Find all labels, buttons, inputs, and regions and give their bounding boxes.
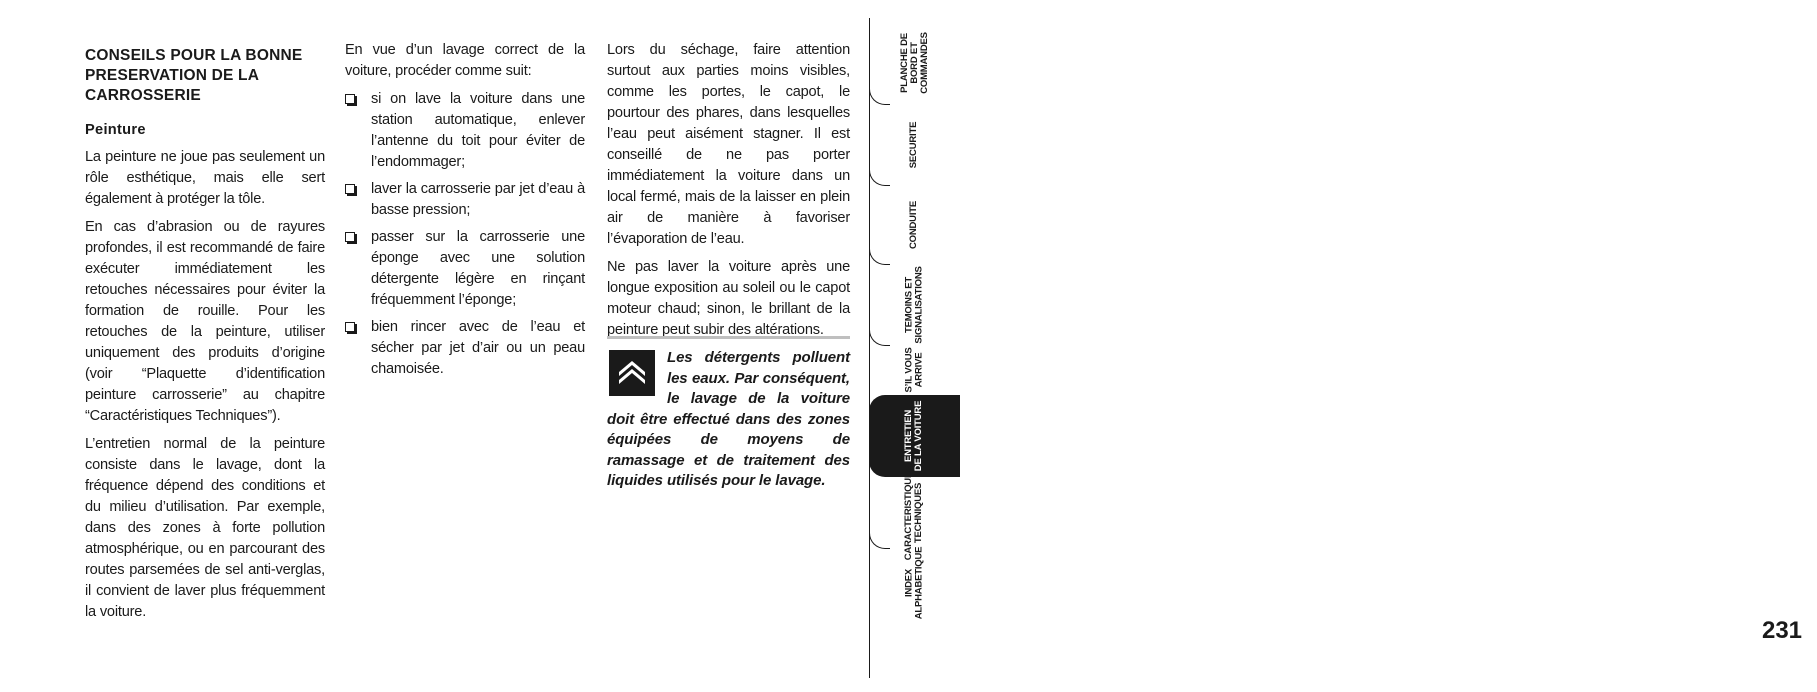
environment-notice bbox=[607, 336, 850, 492]
list-item bbox=[345, 227, 585, 311]
chapter-tabs bbox=[869, 0, 1803, 692]
list-item-text: si on lave la voiture dans une station automatique, enlever l’antenne du toit pour éviter de l’endommager; bbox=[371, 91, 585, 170]
environment-chevron-icon bbox=[609, 350, 655, 396]
list-item bbox=[345, 89, 585, 173]
wash-steps-list bbox=[345, 89, 585, 380]
tab-temoins[interactable]: TEMOINS ET SIGNALISATIONS bbox=[869, 265, 960, 345]
tab-planche-de-bord[interactable]: PLANCHE DE BORD ET COMMANDES bbox=[869, 22, 960, 104]
paragraph: Ne pas laver la voiture après une longue exposition au soleil ou le capot moteur chaud; sinon, le brillant de la peinture peut subir des altérations. bbox=[607, 259, 850, 338]
subhead-peinture: Peinture bbox=[85, 122, 146, 138]
list-item-text: bien rincer avec de l’eau et sécher par jet d’air ou un peau chamoisée. bbox=[371, 319, 585, 377]
checkbox-bullet-icon bbox=[345, 322, 355, 332]
list-item-text: laver la carrosserie par jet d’eau à basse pression; bbox=[371, 181, 585, 218]
notice-text: Les détergents polluent les eaux. Par conséquent, le lavage de la voiture doit être effectué dans des zones équipées de moyens de ramassage et de traitement des liquides utilisés pour le lavage. bbox=[607, 349, 850, 489]
tab-caracteristiques[interactable]: CARACTERISTIQUES TECHNIQUES bbox=[869, 478, 960, 548]
checkbox-bullet-icon bbox=[345, 94, 355, 104]
tab-index[interactable]: INDEX ALPHABETIQUE bbox=[903, 546, 925, 620]
page-number: 231 bbox=[1761, 617, 1803, 644]
tab-sil-vous-arrive[interactable]: S’IL VOUS ARRIVE bbox=[903, 347, 925, 393]
list-item-text: passer sur la carrosserie une éponge avec une solution détergente légère en rinçant fréquemment l’éponge; bbox=[371, 229, 585, 308]
paragraph: L’entretien normal de la peinture consiste dans le lavage, dont la fréquence dépend des conditions et du milieu d’utilisation. Par exemple, dans des zones à forte pollution atmosphérique, ou en parcourant des routes parsemées de sel anti-verglas, il convient de laver plus fréquemment la voiture. bbox=[85, 436, 325, 620]
tab-securite[interactable]: SECURITE bbox=[869, 105, 960, 185]
section-title: CONSEILS POUR LA BONNE PRESERVATION DE LA CARROSSERIE bbox=[85, 47, 303, 104]
list-item bbox=[345, 317, 585, 380]
column-2 bbox=[345, 40, 585, 386]
checkbox-bullet-icon bbox=[345, 184, 355, 194]
checkbox-bullet-icon bbox=[345, 232, 355, 242]
paragraph: Lors du séchage, faire attention surtout aux parties moins visibles, comme les portes, le capot, le pourtour des phares, dans lesquelles l’eau peut aisément stagner. Il est conseillé de ne pas porter immédiatement la voiture dans un local fermé, mais de la laisser en plein air de manière à favoriser l’évaporation de l’eau. bbox=[607, 42, 850, 247]
tab-entretien[interactable]: ENTRETIEN DE LA VOITURE bbox=[869, 395, 960, 477]
tab-conduite[interactable]: CONDUITE bbox=[869, 186, 960, 264]
column-3 bbox=[607, 40, 850, 348]
intro-paragraph: En vue d’un lavage correct de la voiture, procéder comme suit: bbox=[345, 42, 585, 79]
column-1 bbox=[85, 40, 325, 630]
list-item bbox=[345, 179, 585, 221]
paragraph: En cas d’abrasion ou de rayures profondes, il est recommandé de faire exécuter immédiatement les retouches nécessaires pour éviter la formation de rouille. Pour les retouches de la peinture, utiliser uniquement des produits d’origine (voir “Plaquette d’identification peinture carrosserie” au chapitre “Caractéristiques Techniques”). bbox=[85, 219, 325, 424]
paragraph: La peinture ne joue pas seulement un rôle esthétique, mais elle sert également à protéger la tôle. bbox=[85, 149, 325, 207]
